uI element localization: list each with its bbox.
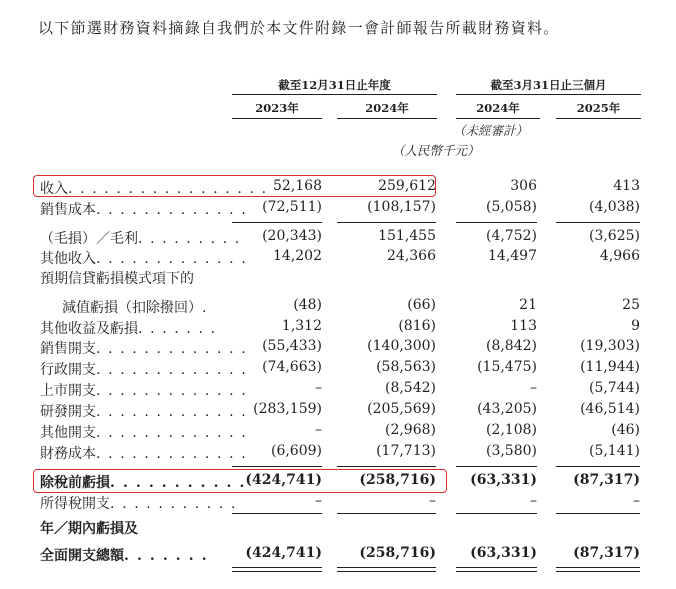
leader-dots: . . . . . . . . . xyxy=(138,231,241,247)
row-value: (87,317) xyxy=(573,472,640,488)
row-value: (5,744) xyxy=(588,380,640,396)
row-value: (48) xyxy=(293,297,322,313)
row-value: (205,569) xyxy=(367,401,436,417)
row-value: (43,205) xyxy=(477,401,537,417)
row-value: – xyxy=(315,422,322,438)
subtotal-rule xyxy=(556,222,640,223)
total-double-rule xyxy=(556,567,640,572)
leader-dots: . . . . . . . xyxy=(138,321,217,337)
row-value: (6,609) xyxy=(270,443,322,459)
subtotal-rule xyxy=(556,513,640,514)
row-label-text: 其他收入 xyxy=(40,251,96,267)
leader-dots: . . . . . . . . . . . . . xyxy=(96,404,248,420)
subtotal-rule xyxy=(337,222,436,223)
year-header: 2024年 xyxy=(476,101,520,115)
row-label-text: 除稅前虧損 xyxy=(40,475,110,491)
row-value: (258,716) xyxy=(359,545,436,561)
row-label-text: 年／期內虧損及 xyxy=(40,521,138,537)
row-value: (2,108) xyxy=(485,422,537,438)
row-value: – xyxy=(315,493,322,509)
row-label xyxy=(40,318,217,338)
row-value: (4,038) xyxy=(588,199,640,215)
row-value: (72,511) xyxy=(262,199,322,215)
row-label-text: 行政開支 xyxy=(40,362,96,378)
row-value: (46,514) xyxy=(580,401,640,417)
subtotal-rule xyxy=(337,513,436,514)
row-value: (424,741) xyxy=(245,472,322,488)
row-label-text: （毛損）／毛利 xyxy=(40,231,138,247)
row-value: (15,475) xyxy=(477,359,537,375)
row-value: 151,455 xyxy=(378,228,436,244)
row-value: (816) xyxy=(398,318,436,334)
row-value: – xyxy=(530,493,537,509)
row-value: 259,612 xyxy=(378,178,436,194)
row-value: – xyxy=(429,493,436,509)
row-label-text: 銷售開支 xyxy=(40,341,96,357)
subtotal-rule xyxy=(232,222,322,223)
row-value: 52,168 xyxy=(273,178,322,194)
row-value: 113 xyxy=(510,318,537,334)
row-value: (19,303) xyxy=(580,338,640,354)
year-rule xyxy=(337,118,437,119)
row-label-text: 上市開支 xyxy=(40,383,96,399)
row-value: (283,159) xyxy=(253,401,322,417)
row-label xyxy=(62,297,208,317)
row-value: 1,312 xyxy=(281,318,322,334)
row-value: 413 xyxy=(613,178,640,194)
intro-text: 以下節選財務資料摘錄自我們於本文件附錄一會計師報告所載財務資料。 xyxy=(38,19,560,37)
total-double-rule xyxy=(456,567,537,572)
header-rule xyxy=(232,94,437,95)
year-rule xyxy=(232,118,322,119)
leader-dots: . . . . . . . . . . . xyxy=(110,496,238,512)
row-value: (58,563) xyxy=(376,359,436,375)
leader-dots: . . . . . . . . . . . xyxy=(110,475,246,491)
row-value: 21 xyxy=(519,297,537,313)
row-value: – xyxy=(633,493,640,509)
row-value: 14,202 xyxy=(273,248,322,264)
leader-dots: . . . . . . . . . . . . . . . . . xyxy=(68,181,268,197)
year-rule xyxy=(456,118,540,119)
unit-note: （人民幣千元） xyxy=(392,143,480,158)
leader-dots: . xyxy=(202,300,209,316)
row-label-text: 收入 xyxy=(40,181,68,197)
row-label-text: 其他開支 xyxy=(40,425,96,441)
row-value: (8,842) xyxy=(485,338,537,354)
leader-dots: . . . . . . . . . . . . . xyxy=(96,251,248,267)
row-value: (140,300) xyxy=(367,338,436,354)
row-value: (3,580) xyxy=(485,443,537,459)
row-value: – xyxy=(530,380,537,396)
row-value: (63,331) xyxy=(470,472,537,488)
row-value: (2,968) xyxy=(384,422,436,438)
subtotal-rule xyxy=(232,513,322,514)
row-value: 9 xyxy=(631,318,640,334)
leader-dots: . . . . . . . . . . . . . xyxy=(96,341,248,357)
row-label-text: 所得稅開支 xyxy=(40,496,110,512)
leader-dots: . . . . . . . . . . . . . xyxy=(96,446,248,462)
row-label-text: 財務成本 xyxy=(40,446,96,462)
row-value: 25 xyxy=(622,297,640,313)
annual-period-header: 截至12月31日止年度 xyxy=(278,78,391,92)
row-label-text: 其他收益及虧損 xyxy=(40,321,138,337)
leader-dots: . . . . . . . . . . . . . xyxy=(96,362,248,378)
revenue-highlight-box xyxy=(33,175,436,197)
row-value: (87,317) xyxy=(573,545,640,561)
leader-dots: . . . . . . . . . . . . . xyxy=(96,425,248,441)
row-value: (258,716) xyxy=(359,472,436,488)
row-label-text: 預期信貸虧損模式項下的 xyxy=(40,271,194,287)
loss-before-tax-highlight-box xyxy=(33,469,447,493)
row-value: (5,141) xyxy=(588,443,640,459)
subtotal-rule xyxy=(337,466,436,467)
leader-dots: . . . . . . . . . . . . . xyxy=(96,202,248,218)
row-label-text: 研發開支 xyxy=(40,404,96,420)
leader-dots: . . . . . . . . . . . . . xyxy=(96,383,248,399)
row-value: (66) xyxy=(407,297,436,313)
row-value: (3,625) xyxy=(588,228,640,244)
leader-dots: . . . . . . . xyxy=(124,548,209,564)
row-value: (4,752) xyxy=(485,228,537,244)
year-header: 2024年 xyxy=(365,101,409,115)
row-value: (20,343) xyxy=(262,228,322,244)
row-label xyxy=(40,518,138,538)
row-value: (17,713) xyxy=(376,443,436,459)
row-label xyxy=(40,545,208,565)
row-value: (11,944) xyxy=(580,359,640,375)
total-double-rule xyxy=(232,567,322,572)
subtotal-rule xyxy=(456,466,537,467)
quarter-period-header: 截至3月31日止三個月 xyxy=(490,78,607,92)
subtotal-rule xyxy=(232,466,322,467)
row-value: (74,663) xyxy=(262,359,322,375)
header-rule xyxy=(456,94,641,95)
row-value: (46) xyxy=(611,422,640,438)
row-value: (5,058) xyxy=(485,199,537,215)
year-rule xyxy=(556,118,641,119)
row-label-text: 銷售成本 xyxy=(40,202,96,218)
row-value: 14,497 xyxy=(488,248,537,264)
unaudited-note: （未經審計） xyxy=(453,123,529,138)
subtotal-rule xyxy=(456,513,537,514)
row-value: 4,966 xyxy=(599,248,640,264)
row-label-text: 減值虧損（扣除撥回） xyxy=(62,300,202,316)
subtotal-rule xyxy=(556,466,640,467)
row-label-text: 全面開支總額 xyxy=(40,548,124,564)
row-value: 24,366 xyxy=(387,248,436,264)
year-header: 2023年 xyxy=(255,101,299,115)
row-value: (55,433) xyxy=(262,338,322,354)
subtotal-rule xyxy=(456,222,537,223)
total-double-rule xyxy=(337,567,436,572)
row-label xyxy=(40,268,194,288)
year-header: 2025年 xyxy=(576,101,621,115)
row-value: (424,741) xyxy=(245,545,322,561)
row-value: – xyxy=(315,380,322,396)
row-value: (8,542) xyxy=(384,380,436,396)
row-value: (63,331) xyxy=(470,545,537,561)
row-value: (108,157) xyxy=(367,199,436,215)
row-value: 306 xyxy=(510,178,537,194)
